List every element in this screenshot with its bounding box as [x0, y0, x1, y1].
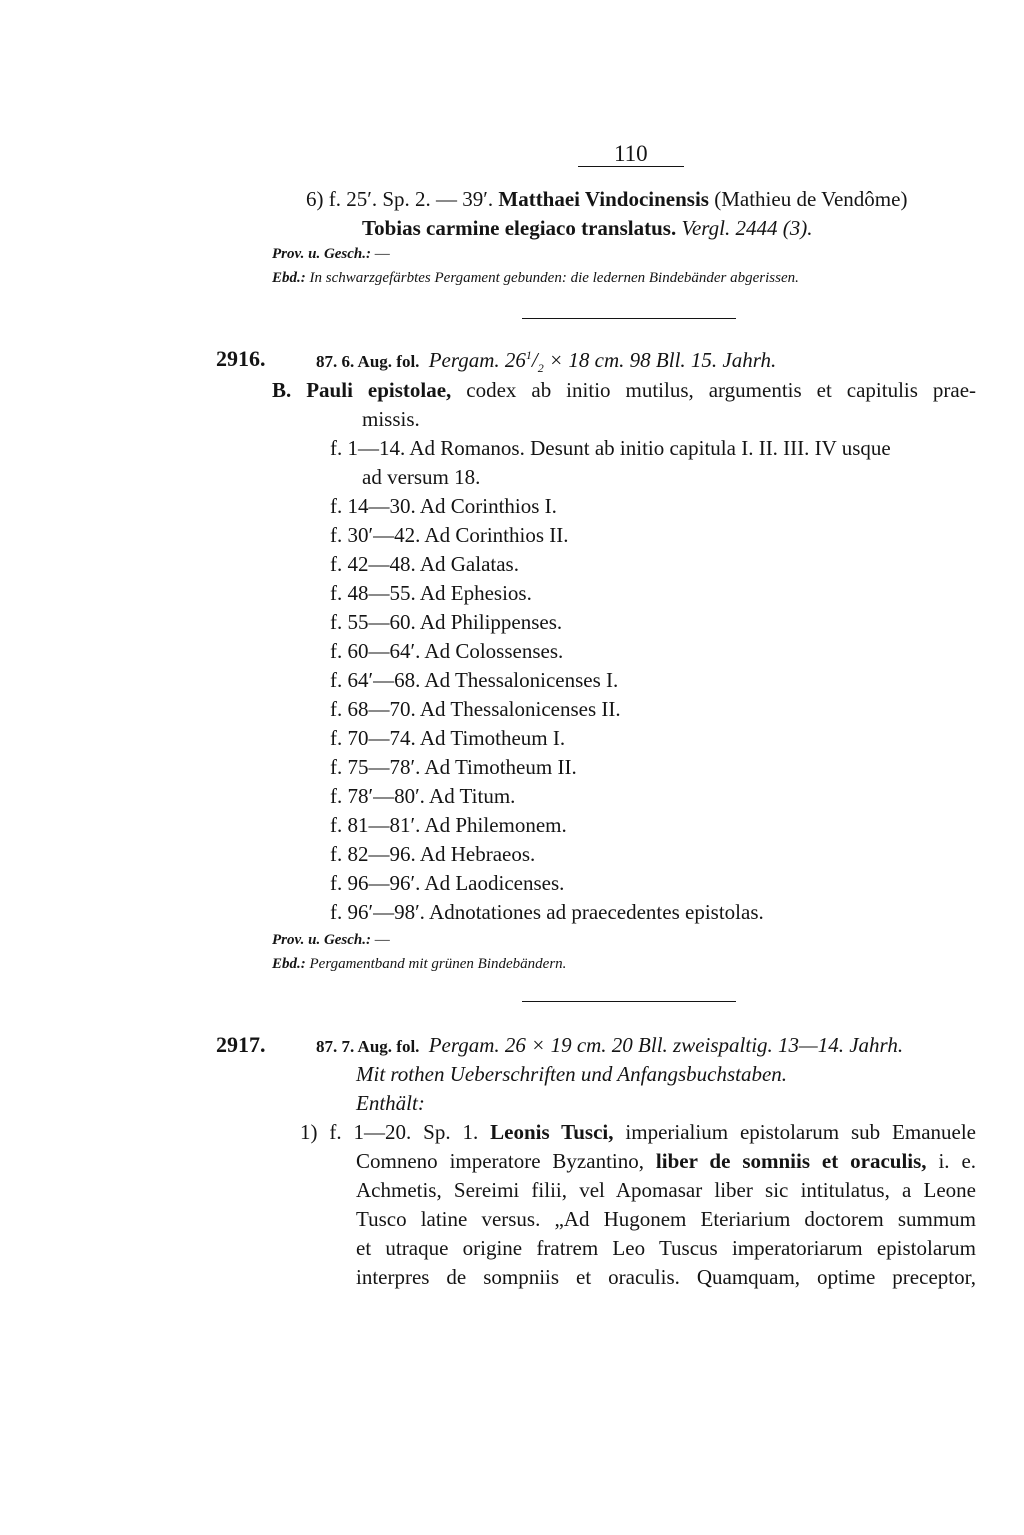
entry-2916-desc: Pergam. $26^1/_2 \times 18$ cm. 98 Bll. 15. Jahrh. — [428, 348, 777, 376]
content-item: f. 42—48. Ad Galatas. — [330, 552, 519, 576]
page-number: 110 — [614, 141, 648, 166]
entry-2917-item-line-3: Achmetis, Sereimi filii, vel Apomasar liber sic intitulatus, a Leone — [356, 1178, 976, 1202]
content-item: f. 78′—80′. Ad Titum. — [330, 784, 516, 808]
content-item: f. 14—30. Ad Corinthios I. — [330, 494, 557, 518]
entry-2917-item-line-1 — [300, 1122, 976, 1143]
item-6-ebd — [272, 271, 799, 286]
entry-2916-prov — [272, 933, 390, 948]
ebd-value: In schwarzgefärbtes Pergament gebunden: die ledernen Bindebänder abgerissen. — [309, 270, 799, 286]
prov-value: — — [374, 246, 390, 262]
ebd-value: Pergamentband mit grünen Bindebändern. — [309, 956, 567, 972]
separator-rule-2 — [522, 1001, 736, 1002]
entry-2917-desc: Pergam. 26 × 19 cm. 20 Bll. zweispaltig. 13—14. Jahrh. — [428, 1033, 904, 1057]
content-item: f. 48—55. Ad Ephesios. — [330, 581, 532, 605]
separator-rule-1 — [522, 318, 736, 319]
item-1-text: imperialium epistolarum sub Emanuele — [625, 1120, 976, 1144]
content-item: f. 55—60. Ad Philippenses. — [330, 610, 563, 634]
entry-2916-shelfmark: 87. 6. Aug. fol. — [316, 352, 420, 371]
page-number-rule — [578, 166, 684, 167]
item-6-line-1 — [306, 189, 976, 210]
entry-2916-title: B. Pauli epistolae, — [272, 378, 452, 402]
ebd-label: Ebd.: — [272, 270, 306, 286]
entry-2917-number: 2917. — [216, 1032, 266, 1057]
item-6-folio: f. 25′. Sp. 2. — 39′. — [328, 187, 494, 211]
item-6-author: Matthaei Vindocinensis — [498, 187, 709, 211]
content-item: f. 75—78′. Ad Timotheum II. — [330, 755, 577, 779]
content-item: f. 60—64′. Ad Colossenses. — [330, 639, 564, 663]
item-6-author-note: (Mathieu de Vendôme) — [714, 187, 908, 211]
item-1-text: i. e. — [938, 1149, 977, 1173]
item-6-number: 6) — [306, 187, 324, 211]
item-6-title: Tobias carmine elegiaco translatus. — [362, 216, 677, 240]
content-item: f. 82—96. Ad Hebraeos. — [330, 842, 536, 866]
prov-value: — — [374, 932, 390, 948]
entry-2917-desc-line-2: Mit rothen Ueberschriften und Anfangsbuchstaben. — [356, 1062, 788, 1086]
content-item: f. 1—14. Ad Romanos. Desunt ab initio capitula I. II. III. IV usque — [330, 436, 891, 460]
item-6-vergl: Vergl. 2444 (3). — [681, 216, 813, 240]
prov-label: Prov. u. Gesch.: — [272, 932, 372, 948]
entry-2917-shelfmark: 87. 7. Aug. fol. — [316, 1037, 420, 1056]
fraction-numerator: 1 — [525, 348, 532, 362]
prov-label: Prov. u. Gesch.: — [272, 246, 372, 262]
entry-2916-number: 2916. — [216, 346, 266, 371]
content-item: f. 81—81′. Ad Philemonem. — [330, 813, 567, 837]
entry-2917-item-line-4: Tusco latine versus. „Ad Hugonem Eteriarium doctorem summum — [356, 1207, 976, 1231]
ebd-label: Ebd.: — [272, 956, 306, 972]
entry-2917-item-line-6: interpres de sompniis et oraculis. Quamquam, optime preceptor, — [356, 1265, 976, 1289]
entry-2916-ebd — [272, 957, 566, 972]
item-6-line-2 — [362, 218, 813, 239]
content-item-cont: ad versum 18. — [362, 465, 481, 489]
content-item: f. 96′—98′. Adnotationes ad praecedentes epistolas. — [330, 900, 764, 924]
fraction-denominator: 2 — [537, 361, 544, 376]
content-item: f. 96—96′. Ad Laodicenses. — [330, 871, 565, 895]
entry-2916-header — [316, 349, 776, 374]
item-6-prov — [272, 247, 390, 262]
content-item: f. 68—70. Ad Thessalonicenses II. — [330, 697, 621, 721]
entry-2917-enthaelt: Enthält: — [356, 1091, 425, 1115]
content-item: f. 64′—68. Ad Thessalonicenses I. — [330, 668, 619, 692]
content-item: f. 30′—42. Ad Corinthios II. — [330, 523, 569, 547]
entry-2917-item-line-2 — [356, 1151, 976, 1172]
item-1-work-title: liber de somniis et oraculis, — [655, 1149, 927, 1173]
entry-2917-header — [316, 1035, 903, 1056]
item-1-folio: f. 1—20. Sp. 1. — [329, 1120, 479, 1144]
entry-2917-item-line-5: et utraque origine fratrem Leo Tuscus imperatoriarum epistolarum — [356, 1236, 976, 1260]
item-1-text: Comneno imperatore Byzantino, — [356, 1149, 644, 1173]
item-1-number: 1) — [300, 1120, 318, 1144]
content-item: f. 70—74. Ad Timotheum I. — [330, 726, 566, 750]
item-1-author: Leonis Tusci, — [490, 1120, 614, 1144]
entry-2916-title-rest: codex ab initio mutilus, argumentis et capitulis prae- — [466, 378, 977, 402]
entry-2916-title-line-2: missis. — [362, 407, 420, 431]
entry-2916-title-line-1 — [272, 380, 976, 401]
